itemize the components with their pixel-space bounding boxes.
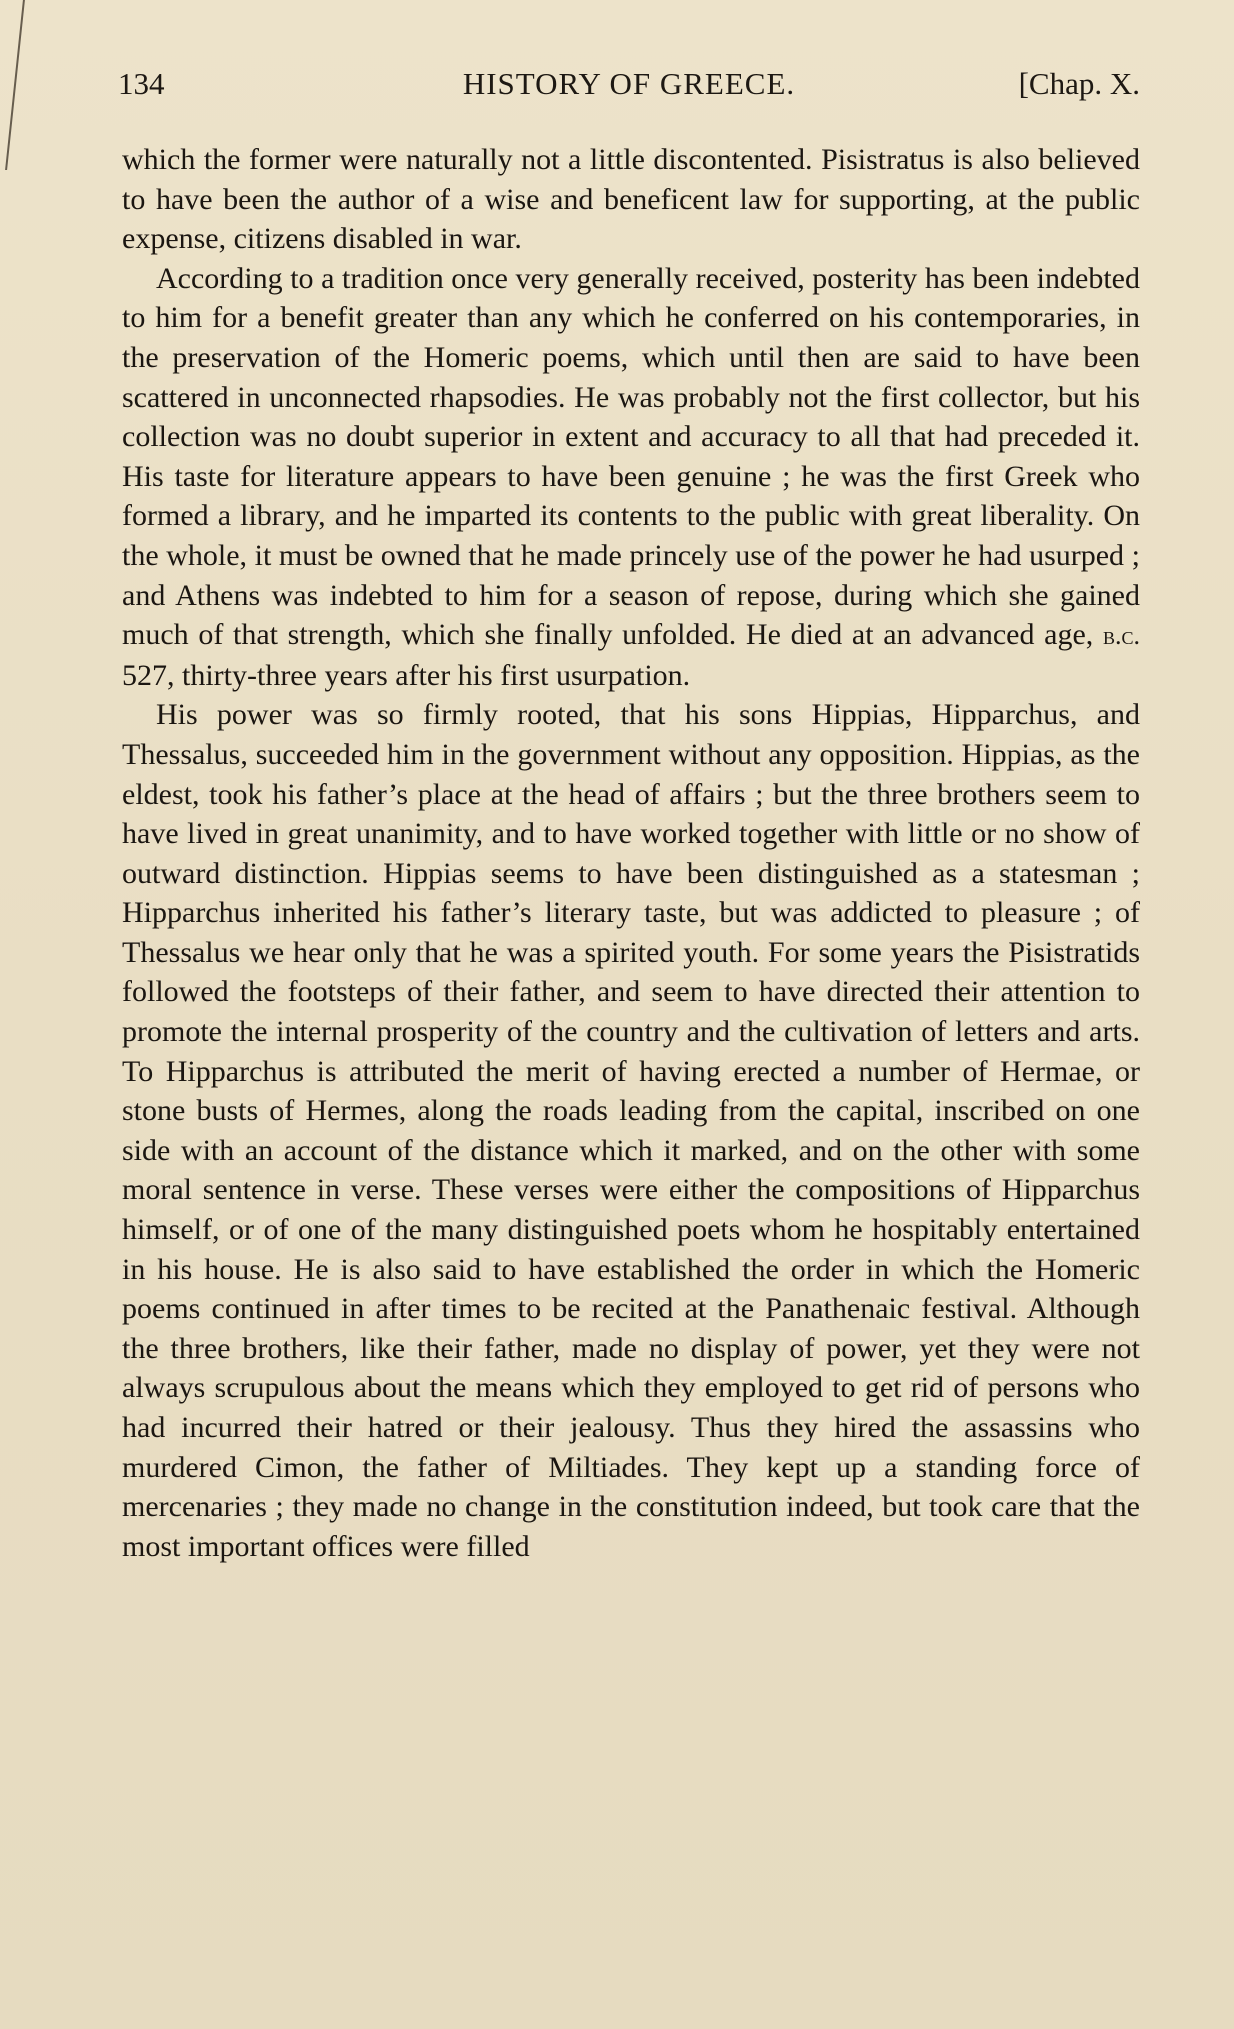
paragraph-1 (122, 140, 1140, 259)
running-title: HISTORY OF GREECE. (462, 66, 796, 101)
era-abbreviation: b.c. (1103, 621, 1141, 651)
paragraph-3-text: His power was so firmly rooted, that his sons Hippias, Hipparchus, and Thessalus, succeeded him in the government without any opposition. Hippias, as the eldest, took his father’s place at the head of affairs ; but the three brothers seem to have lived in great unanimity, and to have worked together with little or no show of outward distinction. Hippias seems to have been distinguished as a statesman ; Hipparchus inherited his father’s literary taste, but was addicted to pleasure ; of Thessalus we hear only that he was a spirited youth. For some years the Pisistratids followed the footsteps of their father, and seem to have directed their attention to promote the internal prosperity of the country and the cultivation of letters and arts. To Hipparchus is attributed the merit of having erected a number of Hermae, or stone busts of Hermes, along the roads leading from the capital, inscribed on one side with an account of the distance which it marked, and on the other with some moral sentence in verse. These verses were either the compositions of Hipparchus himself, or of one of the many distinguished poets whom he hospitably entertained in his house. He is also said to have established the order in which the Homeric poems continued in after times to be recited at the Panathenaic festival. Although the three brothers, like their father, made no display of power, yet they were not always scrupulous about the means which they employed to get rid of persons who had incurred their hatred or their jealousy. Thus they hired the assassins who murdered Cimon, the father of Miltiades. They kept up a standing force of mercenaries ; they made no change in the constitution indeed, but took care that the most important offices were filled (122, 698, 1140, 1563)
page-edge-line (5, 0, 25, 170)
paragraph-2-text: According to a tradition once very generally received, posterity has been indebted to him for a benefit greater than any which he conferred on his contemporaries, in the preservation of the Homeric poems, which until then are said to have been scattered in unconnected rhapsodies. He was probably not the first collector, but his collection was no doubt superior in extent and accuracy to all that had preceded it. His taste for literature appears to have been genuine ; he was the first Greek who formed a library, and he imparted its contents to the public with great liberality. On the whole, it must be owned that he made princely use of the power he had usurped ; and Athens was indebted to him for a season of repose, during which she gained much of that strength, which she finally unfolded. He died at an advanced age, (122, 261, 1140, 652)
chapter-mark: [Chap. X. (1018, 66, 1140, 101)
running-header (118, 66, 1140, 116)
paragraph-2 (122, 259, 1140, 696)
paragraph-1-text: which the former were naturally not a little discontented. Pisistratus is also believed to have been the author of a wise and beneficent law for supporting, at the public expense, citizens disabled in war. (122, 143, 1140, 256)
paragraph-3 (122, 695, 1140, 1566)
page-number: 134 (118, 66, 165, 101)
paragraph-2-text-after: 527, thirty-three years after his first usurpation. (122, 658, 691, 692)
body-text (122, 140, 1140, 1566)
